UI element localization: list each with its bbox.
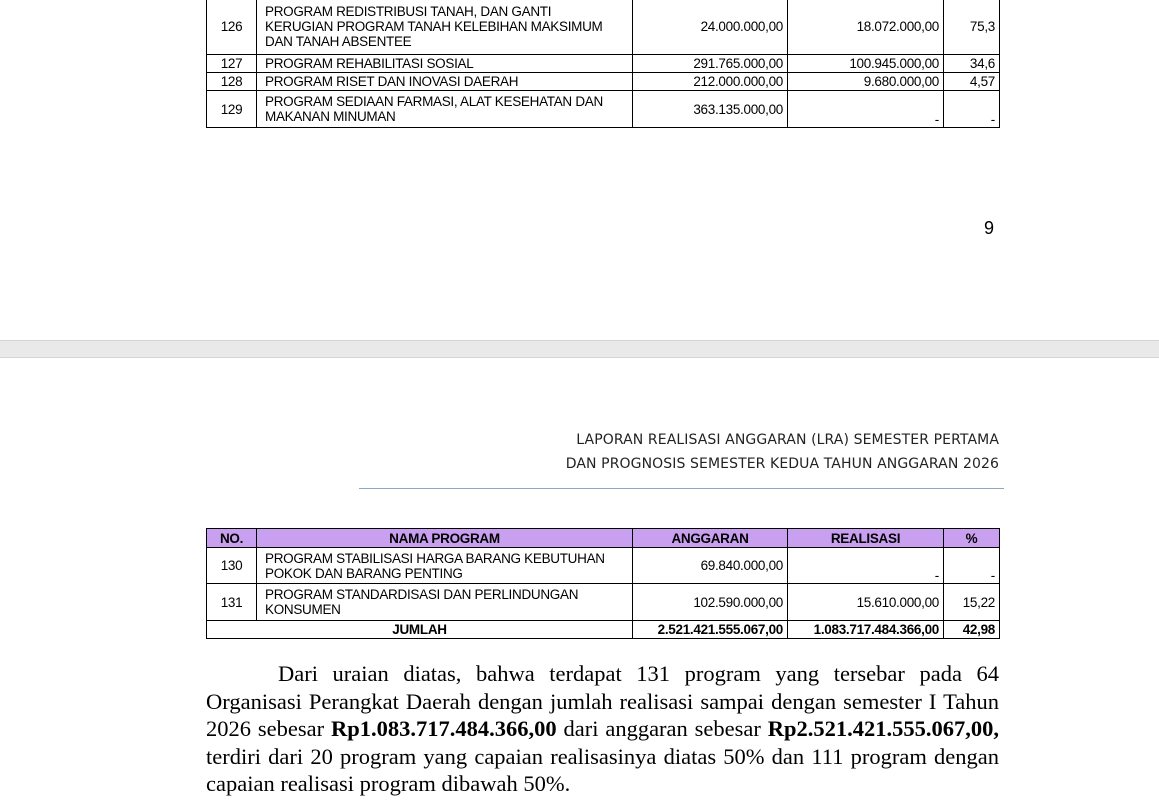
table-row — [207, 548, 1000, 584]
running-header — [566, 428, 999, 476]
program-name — [257, 55, 633, 73]
header-divider — [359, 488, 1004, 489]
realisasi-cell: 18.072.000,00 — [788, 0, 944, 55]
table-row — [207, 584, 1000, 621]
percent-cell: 4,57 — [944, 73, 1000, 91]
column-header-realisasi: REALISASI — [788, 529, 944, 548]
realisasi-cell: 100.945.000,00 — [788, 55, 944, 73]
summary-text: dari anggaran sebesar — [556, 716, 768, 741]
program-table — [206, 528, 1000, 639]
summary-realisasi-amount: Rp1.083.717.484.366,00 — [330, 716, 557, 741]
running-header-line: DAN PROGNOSIS SEMESTER KEDUA TAHUN ANGGARAN 2026 — [565, 456, 999, 472]
summary-text: Dari uraian diatas, bahwa terdapat 131 program yang tersebar pada 64 Organisasi Perangkat Daerah dengan jumlah realisasi sampai dengan semester I Tahun 2026 sebesar — [206, 661, 999, 741]
row-number: 126 — [207, 0, 257, 55]
realisasi-cell: - — [788, 548, 944, 584]
anggaran-cell: 102.590.000,00 — [633, 584, 788, 621]
total-percent: 42,98 — [944, 621, 1000, 639]
page-9 — [0, 0, 1159, 340]
row-number: 127 — [207, 55, 257, 73]
page-separator — [0, 340, 1159, 358]
summary-anggaran-amount: Rp2.521.421.555.067,00, — [767, 716, 1000, 741]
page-number: 9 — [984, 218, 995, 238]
column-header-no: NO. — [207, 529, 257, 548]
program-name-line: PROGRAM SEDIAAN FARMASI, ALAT KESEHATAN DAN — [265, 94, 603, 109]
realisasi-cell: 9.680.000,00 — [788, 73, 944, 91]
anggaran-cell: 212.000.000,00 — [633, 73, 788, 91]
program-name — [257, 73, 633, 91]
table-total-row — [207, 621, 1000, 639]
page-10 — [0, 358, 1159, 806]
row-number: 131 — [207, 584, 257, 621]
program-name — [257, 584, 633, 621]
program-name — [257, 548, 633, 584]
table-row — [207, 91, 1000, 128]
anggaran-cell: 363.135.000,00 — [633, 91, 788, 128]
row-number: 130 — [207, 548, 257, 584]
table-row — [207, 0, 1000, 55]
program-table-continued — [206, 0, 1000, 128]
percent-cell: 75,3 — [944, 0, 1000, 55]
program-name — [257, 91, 633, 128]
percent-cell: 34,6 — [944, 55, 1000, 73]
program-name-line: PROGRAM RISET DAN INOVASI DAERAH — [265, 74, 519, 89]
anggaran-cell: 24.000.000,00 — [633, 0, 788, 55]
program-name-line: POKOK DAN BARANG PENTING — [265, 565, 463, 581]
summary-text: terdiri dari 20 program yang capaian realisasinya diatas 50% dan 111 program dengan capaian realisasi program dibawah 50%. — [206, 743, 999, 796]
program-name-line: KONSUMEN — [265, 602, 341, 617]
row-number: 128 — [207, 73, 257, 91]
program-name-line: PROGRAM STABILISASI HARGA BARANG KEBUTUHAN — [265, 550, 605, 566]
realisasi-cell: - — [788, 91, 944, 128]
total-label: JUMLAH — [207, 621, 633, 639]
table-row — [207, 55, 1000, 73]
column-header-anggaran: ANGGARAN — [633, 529, 788, 548]
program-name — [257, 0, 633, 55]
column-header-name: NAMA PROGRAM — [257, 529, 633, 548]
percent-cell: - — [944, 548, 1000, 584]
program-name-line: DAN TANAH ABSENTEE — [265, 33, 412, 49]
percent-cell: - — [944, 91, 1000, 128]
realisasi-cell: 15.610.000,00 — [788, 584, 944, 621]
program-name-line: MAKANAN MINUMAN — [265, 109, 396, 124]
percent-cell: 15,22 — [944, 584, 1000, 621]
program-name-line: PROGRAM REDISTRIBUSI TANAH, DAN GANTI — [265, 3, 552, 19]
table-header-row — [207, 529, 1000, 548]
program-name-line: KERUGIAN PROGRAM TANAH KELEBIHAN MAKSIMUM — [265, 18, 603, 34]
table-row — [207, 73, 1000, 91]
row-number: 129 — [207, 91, 257, 128]
column-header-percent: % — [944, 529, 1000, 548]
total-anggaran: 2.521.421.555.067,00 — [633, 621, 788, 639]
anggaran-cell: 291.765.000,00 — [633, 55, 788, 73]
anggaran-cell: 69.840.000,00 — [633, 548, 788, 584]
total-realisasi: 1.083.717.484.366,00 — [788, 621, 944, 639]
running-header-line: LAPORAN REALISASI ANGGARAN (LRA) SEMESTER PERTAMA — [576, 432, 999, 448]
program-name-line: PROGRAM REHABILITASI SOSIAL — [265, 56, 474, 71]
program-name-line: PROGRAM STANDARDISASI DAN PERLINDUNGAN — [265, 587, 579, 602]
summary-paragraph — [206, 660, 999, 798]
